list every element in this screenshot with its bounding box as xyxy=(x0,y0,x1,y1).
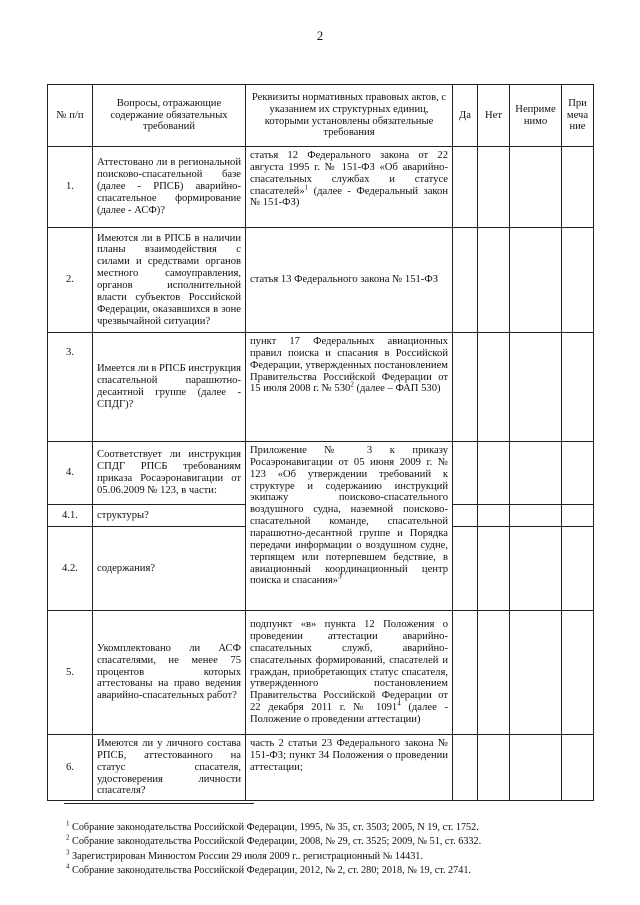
requirements-table xyxy=(47,84,594,801)
table-row xyxy=(48,735,594,801)
footnotes xyxy=(66,821,606,879)
row-requisite: часть 2 статьи 23 Федерального закона № 151-ФЗ; пункт 34 Положения о проведении аттестации; xyxy=(246,735,453,801)
cell-yes[interactable] xyxy=(453,442,478,505)
cell-notes[interactable] xyxy=(562,735,594,801)
row-number: 3. xyxy=(48,333,93,442)
footnote: $^3$ Зарегистрирован Минюстом России 29 июля 2009 г.. регистрационный № 14431. xyxy=(66,848,423,862)
footnote-divider xyxy=(64,803,254,804)
header-yes: Да xyxy=(453,85,478,147)
header-not-applicable: Неприменимо xyxy=(510,85,562,147)
cell-no[interactable] xyxy=(478,442,510,505)
cell-no[interactable] xyxy=(478,505,510,527)
cell-no[interactable] xyxy=(478,147,510,228)
row-question: Имеются ли у личного состава РПСБ, аттестованного на статус спасателя, удостоверения личности спасателя? xyxy=(93,735,246,801)
cell-no[interactable] xyxy=(478,735,510,801)
cell-no[interactable] xyxy=(478,228,510,333)
cell-notes[interactable] xyxy=(562,527,594,611)
row-number: 2. xyxy=(48,228,93,333)
cell-not-applicable[interactable] xyxy=(510,505,562,527)
cell-notes[interactable] xyxy=(562,228,594,333)
cell-notes[interactable] xyxy=(562,611,594,735)
cell-notes[interactable] xyxy=(562,442,594,505)
footnote: $^4$ Собрание законодательства Российской Федерации, 2012, № 2, ст. 280; 2018, № 19, ст. 2741. xyxy=(66,863,471,877)
table-row xyxy=(48,442,594,505)
footnote: $^2$ Собрание законодательства Российской Федерации, 2008, № 29, ст. 3525; 2009, № 51, ст. 6332. xyxy=(66,834,482,848)
cell-yes[interactable] xyxy=(453,735,478,801)
header-no: Нет xyxy=(478,85,510,147)
table-row xyxy=(48,333,594,442)
row-question: структуры? xyxy=(93,505,246,527)
row-requisite: статья 13 Федерального закона № 151-ФЗ xyxy=(246,228,453,333)
cell-not-applicable[interactable] xyxy=(510,333,562,442)
row-number: 4.1. xyxy=(48,505,93,527)
cell-no[interactable] xyxy=(478,333,510,442)
row-requisite: подпункт «в» пункта 12 Положения о проведении аттестации аварийно-спасательных служб, аварийно-спасательных формирований, спасателей и граждан, приобретающих статус спасателя, утвержденного постановлением Правительства Российской Федерации от 22 декабря 2011 г. № 1091$^4$ (далее - Положение о проведении аттестации) xyxy=(246,611,453,735)
row-number: 5. xyxy=(48,611,93,735)
cell-yes[interactable] xyxy=(453,333,478,442)
cell-notes[interactable] xyxy=(562,505,594,527)
table-row xyxy=(48,228,594,333)
page-number: 2 xyxy=(316,28,324,43)
row-number: 4. xyxy=(48,442,93,505)
footnote: $^1$ Собрание законодательства Российской Федерации, 1995, № 35, ст. 3503; 2005, N 19, ст. 1752. xyxy=(66,819,479,833)
cell-not-applicable[interactable] xyxy=(510,442,562,505)
row-question: Аттестовано ли в региональной поисково-спасательной базе (далее - РПСБ) аварийно-спасательное формирование (далее - АСФ)? xyxy=(93,147,246,228)
cell-not-applicable[interactable] xyxy=(510,147,562,228)
cell-yes[interactable] xyxy=(453,611,478,735)
table-row xyxy=(48,611,594,735)
cell-not-applicable[interactable] xyxy=(510,735,562,801)
header-requisites: Реквизиты нормативных правовых актов, с указанием их структурных единиц, которыми установлены обязательные требования xyxy=(246,85,453,147)
cell-not-applicable[interactable] xyxy=(510,611,562,735)
header-notes: Примечание xyxy=(562,85,594,147)
row-number: 6. xyxy=(48,735,93,801)
table-header-row xyxy=(48,85,594,147)
header-questions: Вопросы, отражающие содержание обязательных требований xyxy=(93,85,246,147)
row-number: 1. xyxy=(48,147,93,228)
row-question: Имеются ли в РПСБ в наличии планы взаимодействия с силами и средствами органов местного самоуправления, органов исполнительной власти субъектов Российской Федерации, оказавшихся в зоне чрезвычайной ситуации? xyxy=(93,228,246,333)
row-question: Укомплектовано ли АСФ спасателями, не менее 75 процентов которых аттестованы на право ведения аварийно-спасательных работ? xyxy=(93,611,246,735)
row-number: 4.2. xyxy=(48,527,93,611)
cell-not-applicable[interactable] xyxy=(510,527,562,611)
cell-not-applicable[interactable] xyxy=(510,228,562,333)
cell-no[interactable] xyxy=(478,527,510,611)
cell-yes[interactable] xyxy=(453,228,478,333)
cell-notes[interactable] xyxy=(562,147,594,228)
row-question: Имеется ли в РПСБ инструкция спасательной парашютно-десантной группе (далее - СПДГ)? xyxy=(93,333,246,442)
row-requisite: Приложение № 3 к приказу Росаэронавигации от 05 июня 2009 г. № 123 «Об утверждении требований к структуре и содержанию инструкций экипажу поисково-спасательного воздушного судна, наземной поисково-спасательной команде, спасательной парашютно-десантной группе и Порядка передачи информации о воздушном судне, терпящем или потерпевшем бедствие, в авиационный координационный центр поиска и спасания»$^3$ xyxy=(246,442,453,611)
row-question: Соответствует ли инструкция СПДГ РПСБ требованиям приказа Росаэронавигации от 05.06.2009 № 123, в части: xyxy=(93,442,246,505)
row-question: содержания? xyxy=(93,527,246,611)
header-num: № п/п xyxy=(48,85,93,147)
cell-yes[interactable] xyxy=(453,147,478,228)
cell-yes[interactable] xyxy=(453,527,478,611)
cell-no[interactable] xyxy=(478,611,510,735)
cell-notes[interactable] xyxy=(562,333,594,442)
row-requisite: пункт 17 Федеральных авиационных правил поиска и спасания в Российской Федерации, утвержденных постановлением Правительства Российской Федерации от 15 июля 2008 г. № $530^2$ (далее – ФАП 530) xyxy=(246,333,453,442)
table-row xyxy=(48,147,594,228)
row-requisite: статья 12 Федерального закона от 22 августа 1995 г. № 151-ФЗ «Об аварийно-спасательных службах и статусе спасателей»$^1$ (далее - Федеральный закон № 151-ФЗ) xyxy=(246,147,453,228)
cell-yes[interactable] xyxy=(453,505,478,527)
